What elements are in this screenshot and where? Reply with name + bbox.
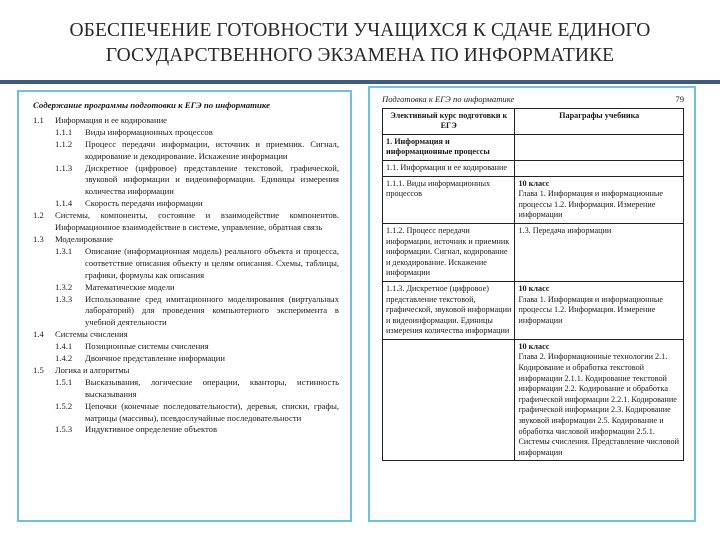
program-item-text: Позиционные системы счисления [85,341,209,352]
correspondence-table-page [368,86,696,522]
slide-title-line-1: ОБЕСПЕЧЕНИЕ ГОТОВНОСТИ УЧАЩИХСЯ К СДАЧЕ ЕДИНОГО [69,20,651,41]
program-item [33,365,339,377]
program-item [33,424,339,436]
course-topic-cell: 1.1. Информация и ее кодирование [383,160,515,176]
textbook-paragraph-cell [515,339,684,461]
program-heading: Содержание программы подготовки к ЕГЭ по информатике [33,100,271,110]
program-item-text: Моделирование [55,233,113,244]
course-topic-cell: 1. Информация и информационные процессы [383,134,515,160]
column-header-paragraphs: Параграфы учебника [515,108,684,134]
program-item-text: Скорость передачи информации [85,198,203,209]
paragraph-list: Глава 2. Информационные технологии 2.1. Кодирование и обработка текстовой информации 2.1.1. Кодирование текстовой информации 2.2. Кодирование и обработка графической информации 2.2.1. Кодирование графической информации 2.3. Кодирование звуковой информации 2.5. Кодирование и обработка числовой информации 2.5.1. Системы счисления. Представление числовой информации [518,352,679,457]
program-item-number: 1.1.1 [55,126,73,137]
title-divider [0,80,720,84]
table-row [383,176,684,223]
textbook-paragraph-cell [515,223,684,281]
program-item-text: Системы, компоненты, состояние и взаимодействие компонентов. Информационное взаимодействие в системе, управление, обратная связь [55,210,339,233]
table-row [383,339,684,461]
paragraph-list: Глава 1. Информация и информационные процессы 1.2. Информация. Измерение информации [518,189,663,220]
column-header-course: Элективный курс подготовки к ЕГЭ [383,108,515,134]
program-item-text: Виды информационных процессов [85,126,213,137]
program-item-text: Использование сред имитационного моделирования (виртуальных лабораторий) для проведения компьютерного эксперимента в учебной деятельности [85,293,339,328]
program-item [33,341,339,353]
program-item [33,294,339,330]
correspondence-table [382,108,684,462]
program-item-number: 1.5.3 [55,424,73,435]
program-item [33,353,339,365]
program-item [33,163,339,199]
program-item-text: Описание (информационная модель) реального объекта и процесса, соответствие описания объекту и целям описания. Схемы, таблицы, графики, формулы как описания [85,245,339,280]
program-item-number: 1.5.1 [55,376,73,387]
program-item-text: Системы счисления [55,329,128,340]
program-item-number: 1.3 [33,233,44,244]
program-item [33,377,339,401]
paragraph-list: Глава 1. Информация и информационные процессы 1.2. Информация. Измерение информации [518,294,663,325]
program-item-number: 1.4.2 [55,353,73,364]
textbook-paragraph-cell [515,134,684,160]
running-head [382,94,684,105]
program-item [33,329,339,341]
program-item-number: 1.1.3 [55,162,73,173]
program-item [33,246,339,282]
program-item-text: Логика и алгоритмы [55,364,130,375]
program-item-text: Цепочки (конечные последовательности), деревья, списки, графы, матрицы (массивы), псевдослучайные последовательности [85,400,339,423]
course-topic-cell [383,339,515,461]
program-item-text: Двоичное представление информации [85,353,225,364]
running-head-title: Подготовка к ЕГЭ по информатике [382,94,515,104]
program-item-list [33,115,339,436]
program-item-text: Математические модели [85,281,175,292]
program-item-number: 1.2 [33,210,44,221]
program-item [33,401,339,425]
program-item [33,234,339,246]
table-row [383,134,684,160]
program-item-text: Информация и ее кодирование [55,114,167,125]
program-item [33,210,339,234]
program-content-text [33,100,339,436]
program-item-number: 1.4.1 [55,341,73,352]
program-item-number: 1.4 [33,329,44,340]
program-item [33,139,339,163]
program-item-number: 1.1.4 [55,198,73,209]
slide-title [0,18,720,68]
course-topic-cell: 1.1.3. Дискретное (цифровое) представление текстовой, графической, звуковой информации и видеоинформации. Единицы измерения количества информации [383,281,515,339]
textbook-paragraph-cell [515,281,684,339]
textbook-paragraph-cell [515,160,684,176]
program-item-number: 1.5.2 [55,400,73,411]
table-row [383,160,684,176]
program-item-text: Индуктивное определение объектов [85,424,218,435]
program-item-number: 1.3.1 [55,245,73,256]
table-header-row [383,108,684,134]
program-item-text: Дискретное (цифровое) представление текстовой, графической, звуковой информации и видеоинформации. Единицы измерения количества информации [85,162,339,197]
grade-label: 10 класс [518,341,550,351]
program-item [33,198,339,210]
grade-label: 10 класс [518,283,550,293]
program-item-text: Процесс передачи информации, источник и приемник. Сигнал, кодирование и декодирование. Искажение информации [85,138,339,161]
program-item [33,127,339,139]
program-item [33,115,339,127]
program-item [33,282,339,294]
program-item-text: Высказывания, логические операции, кванторы, истинность высказывания [85,376,339,399]
textbook-paragraph-cell [515,176,684,223]
program-item-number: 1.5 [33,364,44,375]
correspondence-content [382,94,684,461]
table-row [383,223,684,281]
course-topic-cell: 1.1.2. Процесс передачи информации, источник и приемник информации. Сигнал, кодирование и декодирование. Искажение информации [383,223,515,281]
paragraph-list: 1.3. Передача информации [518,225,612,235]
program-item-number: 1.3.3 [55,293,73,304]
program-content-page [17,90,352,522]
page-number: 79 [675,94,684,104]
program-item-number: 1.1 [33,114,44,125]
slide-title-line-2: ГОСУДАРСТВЕННОГО ЭКЗАМЕНА ПО ИНФОРМАТИКЕ [105,45,615,66]
grade-label: 10 класс [518,178,550,188]
program-item-number: 1.3.2 [55,281,73,292]
table-row [383,281,684,339]
course-topic-cell: 1.1.1. Виды информационных процессов [383,176,515,223]
program-item-number: 1.1.2 [55,138,73,149]
